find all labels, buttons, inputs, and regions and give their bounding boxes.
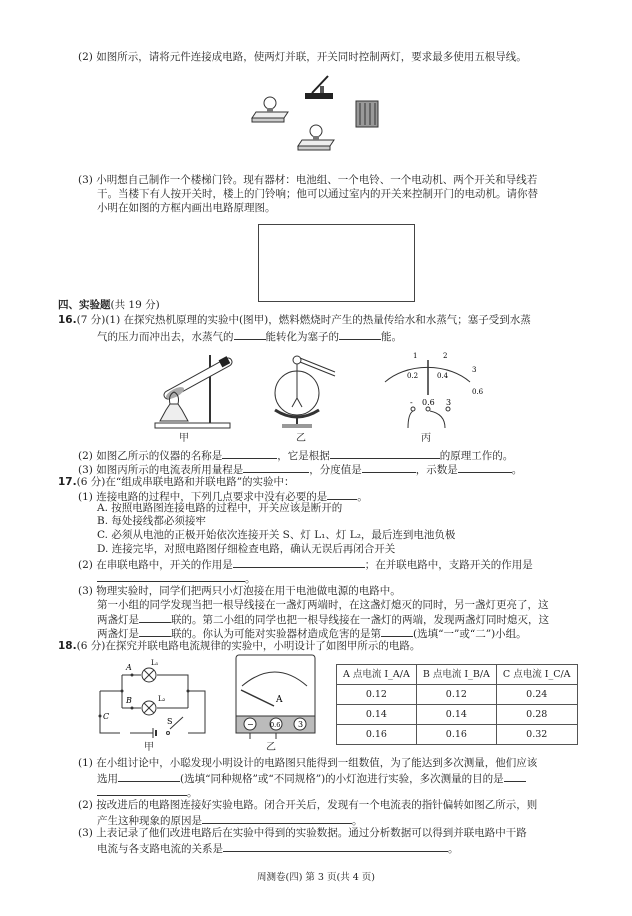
section-score: (共 19 分): [110, 299, 160, 311]
q15-part2-text: (2) 如图所示，请将元件连接成电路，使两灯并联，开关同时控制两灯，要求最多使用五根导线。: [78, 51, 527, 63]
q16-text: (2) 如图乙所示的仪器的名称是: [78, 450, 223, 462]
answer-blank[interactable]: [381, 626, 413, 637]
q17-text: ；在并联电路中，支路开关的作用是: [364, 559, 533, 571]
q18-part1-line3: [97, 785, 198, 800]
q18-text: 。: [448, 843, 459, 855]
meter-tick-0.2: 0.2: [407, 372, 419, 380]
figure-label-jia: 甲: [179, 433, 189, 444]
q16-part2: [78, 448, 513, 463]
q16-line2: [97, 329, 402, 344]
q17-text: 联的。第二小组的同学也把一根导线接在一盏灯的两端，发现两盏灯同时熄灭，这: [171, 614, 549, 626]
q18-text: 。: [187, 787, 198, 799]
answer-blank[interactable]: [327, 489, 357, 500]
q16-line1: [58, 314, 531, 327]
q17-part3-line1: (3) 物理实验时，同学们把两只小灯泡接在用干电池做电源的电路中。: [78, 585, 401, 597]
table-header: A 点电流 I_A/A: [337, 665, 417, 685]
section-title: [58, 299, 160, 312]
answer-blank[interactable]: [458, 462, 512, 473]
q18-text: 选用: [97, 773, 118, 785]
answer-drawing-box[interactable]: [258, 224, 415, 302]
meter-tick-2: 2: [443, 352, 448, 360]
q16-number: 16.: [58, 314, 77, 326]
q17-text: (6 分)在“组成串联电路和并联电路”的实验中：: [76, 476, 295, 488]
answer-blank[interactable]: [243, 462, 309, 473]
answer-blank[interactable]: [330, 448, 440, 459]
q18-part1-line2: [97, 771, 526, 786]
q15-part3-line2: 干。当楼下有人按开关时，楼上的门铃响；他可以通过室内的开关来控制开门的电动机。请你替: [97, 188, 538, 200]
battery-icon: [356, 101, 378, 127]
answer-blank[interactable]: [118, 771, 180, 782]
q17-part2: [78, 557, 533, 572]
option-a: A. 按照电路图连接电路的过程中，开关应该是断开的: [97, 502, 343, 514]
q18-part2-line2: [97, 813, 363, 828]
q16-text: 的原理工作的。: [439, 450, 514, 462]
option-b: B. 每处接线都必须接牢: [97, 515, 206, 527]
figure-label-jia: 甲: [144, 742, 154, 753]
table-row: [337, 685, 578, 705]
answer-blank[interactable]: [504, 771, 526, 782]
figure-label-yi: 乙: [266, 742, 276, 753]
q17-text: 。: [357, 491, 368, 503]
answer-blank[interactable]: [362, 462, 416, 473]
q16-part3: [78, 462, 522, 477]
q15-part3-line3: 小明在如图的方框内画出电路原理图。: [97, 202, 276, 214]
table-cell: 0.14: [337, 705, 417, 725]
figure-label-yi: 乙: [296, 433, 306, 444]
q17-text: 。: [245, 573, 256, 585]
current-data-table: [336, 664, 578, 745]
answer-blank[interactable]: [339, 329, 381, 340]
switch-label-s: S: [167, 717, 173, 726]
q18-part3-line2: [97, 841, 459, 856]
table-cell: 0.12: [416, 685, 496, 705]
lamp-label-l2: L₂: [158, 695, 166, 703]
lamp-label-l1: L₁: [151, 659, 159, 667]
meter-tick-0.6: 0.6: [472, 388, 484, 396]
option-d: D. 连接完毕，对照电路图仔细检查电路，确认无误后再闭合开关: [97, 543, 396, 555]
q18-text: 电流与各支路电流的关系是: [97, 843, 223, 855]
meter-tick-3: 3: [472, 366, 477, 374]
q18-text: (6 分)在探究并联电路电流规律的实验中，小明设计了如图甲所示的电路。: [76, 640, 421, 652]
q16-text: 能。: [381, 331, 402, 343]
table-row: [337, 705, 578, 725]
q16-text: 能转化为塞子的: [265, 331, 339, 343]
q18-part3-line1: (3) 上表记录了他们改进电路后在实验中得到的实验数据。通过分析数据可以得到并联电路中干路: [78, 827, 527, 839]
q16-text: ，它是根据: [277, 450, 330, 462]
q16-text: 气的压力而冲出去，水蒸气的: [97, 331, 234, 343]
point-label-b: B: [126, 696, 132, 705]
q17-number: 17.: [58, 476, 77, 488]
q17-text: 联的。你认为可能对实验器材造成危害的是第: [171, 628, 381, 640]
q16-text: (7 分)(1) 在探究热机原理的实验中(图甲)，燃料燃烧时产生的热量传给水和水蒸气；塞子受到水蒸: [76, 314, 531, 326]
q18-number: 18.: [58, 640, 77, 652]
table-cell: 0.16: [337, 725, 417, 745]
answer-blank[interactable]: [139, 626, 171, 637]
answer-blank[interactable]: [202, 813, 352, 824]
answer-blank[interactable]: [234, 329, 266, 340]
answer-blank[interactable]: [97, 571, 245, 582]
meter-tick-1: 1: [413, 352, 418, 360]
q18-text: 。: [352, 815, 363, 827]
q18-text: (选填“同种规格”或“不同规格”)的小灯泡进行实验，多次测量的目的是: [180, 773, 504, 785]
table-cell: 0.16: [416, 725, 496, 745]
table-cell: 0.24: [496, 685, 577, 705]
terminal-label-0.6: 0.6: [422, 398, 435, 407]
switch-icon: [305, 76, 333, 99]
table-row: [337, 725, 578, 745]
bulb-icon-bottom: [298, 125, 334, 150]
answer-blank[interactable]: [222, 448, 277, 459]
meter-tick-0.4: 0.4: [437, 372, 449, 380]
q16-text: ，示数是: [415, 464, 458, 476]
answer-blank[interactable]: [233, 557, 365, 568]
point-label-c: C: [103, 712, 110, 721]
q17-text: (2) 在串联电路中，开关的作用是: [78, 559, 233, 571]
table-header: B 点电流 I_B/A: [416, 665, 496, 685]
point-label-a: A: [126, 663, 132, 672]
option-c: C. 必须从电池的正极开始依次连接开关 S、灯 L₁、灯 L₂，最后连到电池负极: [97, 529, 456, 541]
q17-part3-line4: [97, 626, 527, 641]
table-cell: 0.12: [337, 685, 417, 705]
q17-text: (1) 连接电路的过程中，下列几点要求中没有必要的是: [78, 491, 328, 503]
answer-blank[interactable]: [223, 841, 448, 852]
table-cell: 0.14: [416, 705, 496, 725]
table-cell: 0.32: [496, 725, 577, 745]
q18-part2-line1: (2) 按改进后的电路图连接好实验电路。闭合开关后，发现有一个电流表的指针偏转如图乙所示，则: [78, 799, 538, 811]
q16-text: 。: [511, 464, 523, 476]
table-header-row: [337, 665, 578, 685]
terminal-label-3: 3: [446, 398, 452, 407]
q17-text: (选填“一”或“二”)小组。: [413, 628, 527, 640]
q18-text: 产生这种现象的原因是: [97, 815, 202, 827]
q17-text: 两盏灯是: [97, 628, 139, 640]
figure-label-bing: 丙: [421, 433, 431, 444]
bulb-icon-left: [252, 97, 288, 122]
q17-part2-cont: [97, 571, 256, 586]
answer-blank[interactable]: [139, 612, 171, 623]
q16-text: (3) 如图丙所示的电流表所用量程是: [78, 464, 244, 476]
section-title-text: 四、实验题: [58, 299, 111, 311]
table-header: C 点电流 I_C/A: [496, 665, 577, 685]
page-footer: 周测卷(四) 第 3 页(共 4 页): [256, 872, 375, 883]
table-cell: 0.28: [496, 705, 577, 725]
q18-line1: [58, 640, 420, 653]
q17-text: 两盏灯是: [97, 614, 139, 626]
q16-text: ，分度值是: [309, 464, 362, 476]
ammeter-terminal-3: 3: [298, 720, 304, 729]
ammeter-letter: A: [276, 695, 283, 705]
ammeter-terminal-0.6: 0.6: [270, 721, 281, 729]
q17-line1: [58, 476, 295, 489]
q17-part3-line2: 第一小组的同学发现当把一根导线接在一盏灯两端时，在这盏灯熄灭的同时，另一盏灯更亮了，这: [97, 599, 549, 611]
q15-part3-line1: (3) 小明想自己制作一个楼梯门铃。现有器材：电池组、一个电铃、一个电动机、两个开关和导线若: [78, 174, 538, 186]
q18-part1-line1: (1) 在小组讨论中，小聪发现小明设计的电路图只能得到一组数值，为了能达到多次测量，他们应该: [78, 757, 538, 769]
ammeter-terminal-neg: −: [247, 720, 254, 729]
answer-blank[interactable]: [97, 785, 187, 796]
terminal-label-neg: -: [410, 398, 413, 407]
q17-part3-line3: [97, 612, 549, 627]
